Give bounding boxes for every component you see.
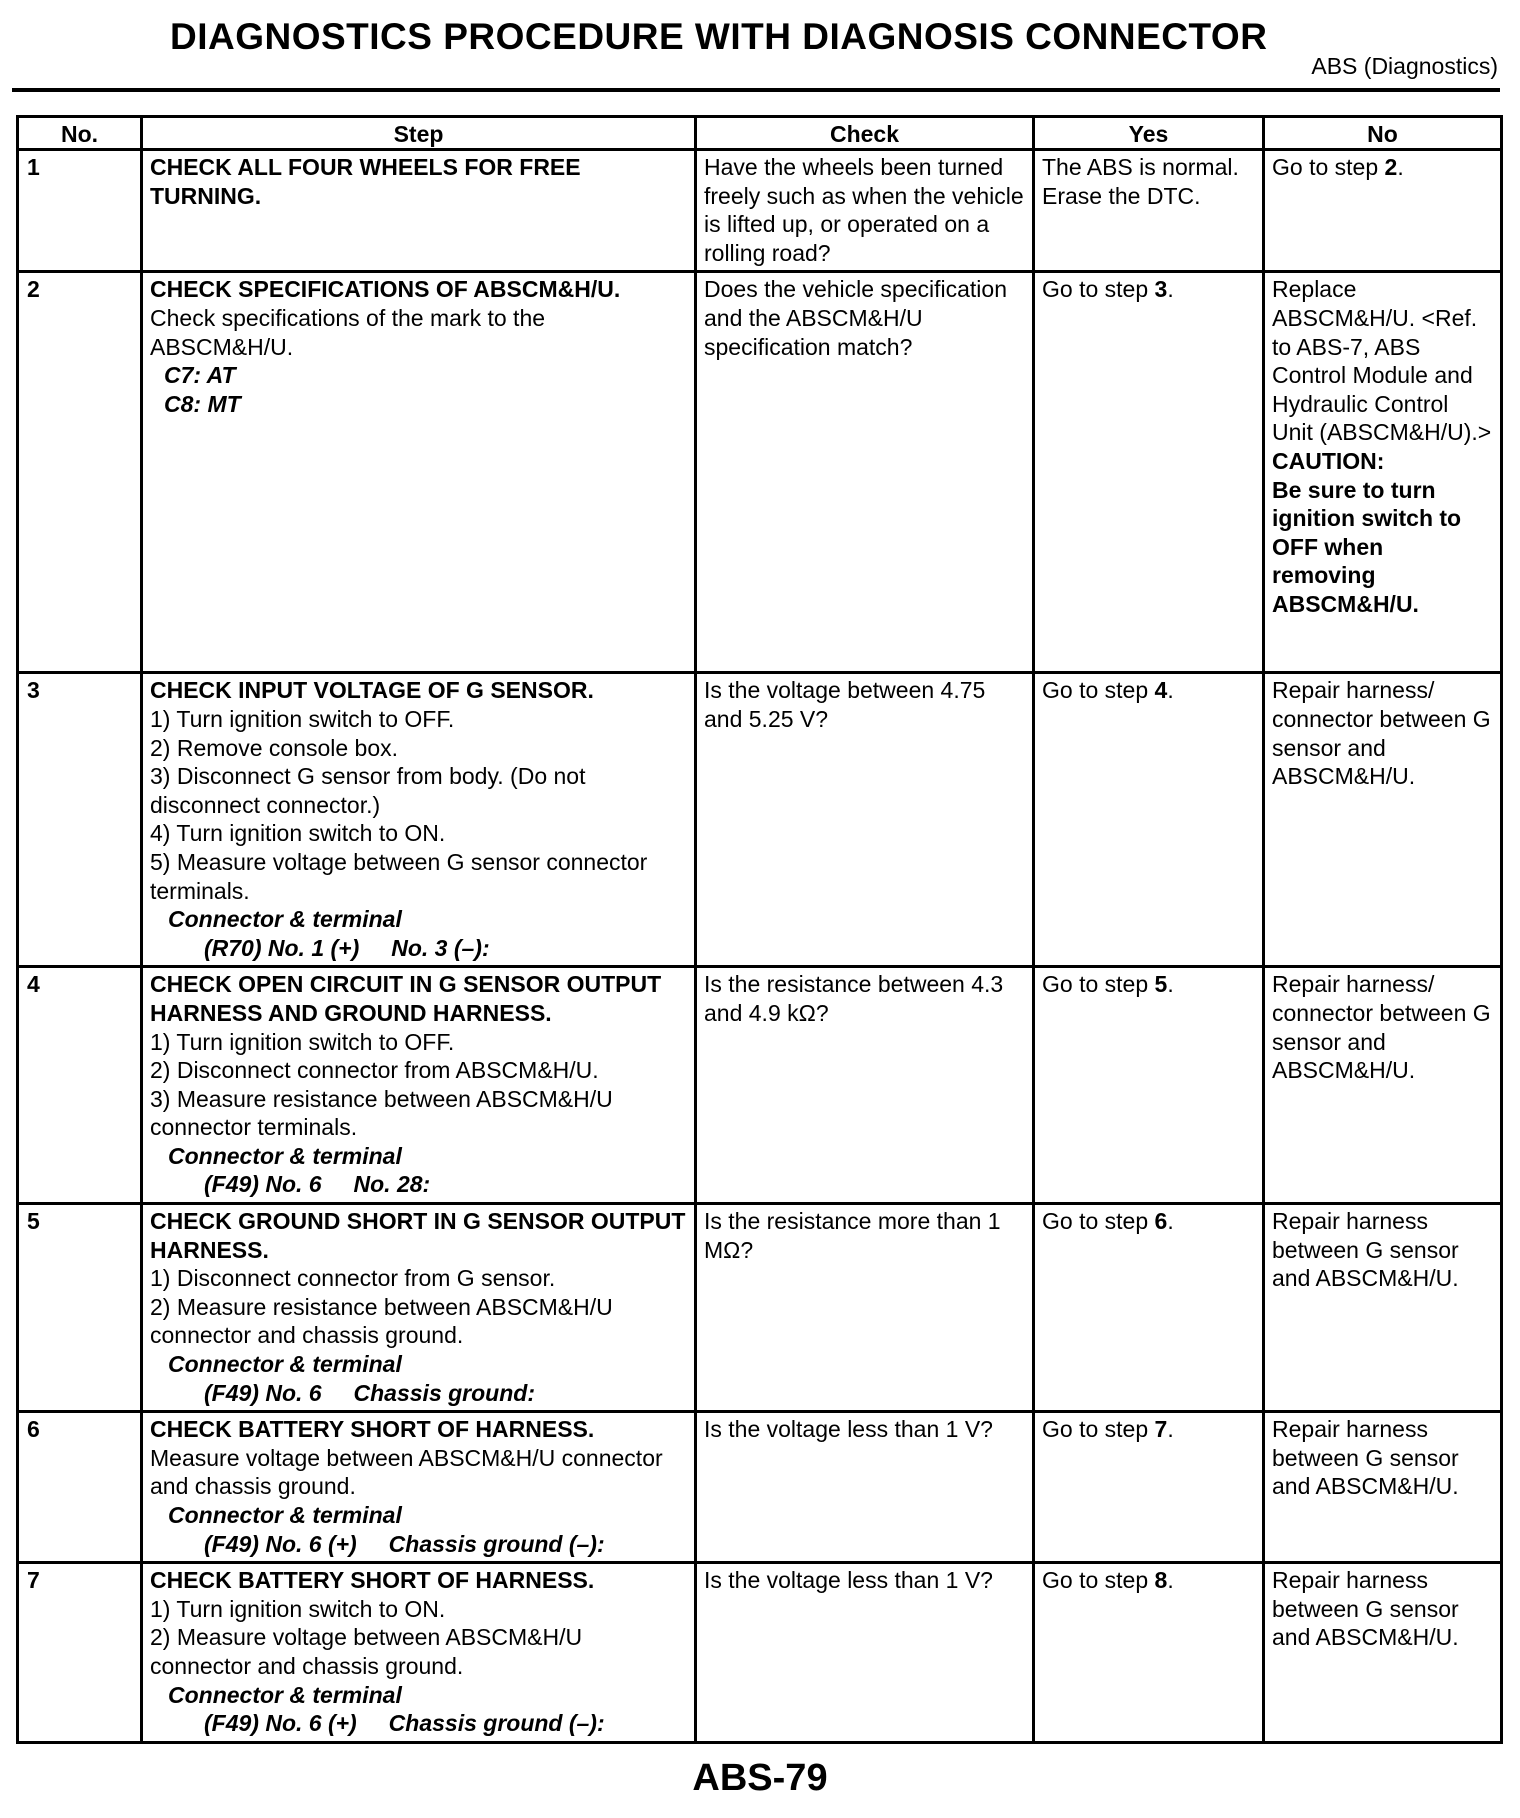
step-number: 2 xyxy=(18,272,142,673)
goto-suffix: . xyxy=(1167,1567,1174,1594)
step-number: 6 xyxy=(18,1412,142,1563)
check-cell: Is the voltage less than 1 V? xyxy=(696,1412,1034,1563)
no-cell: Repair harness between G sensor and ABSCM&H/U. xyxy=(1264,1204,1502,1412)
step-number: 4 xyxy=(18,967,142,1204)
caution-label: CAUTION: xyxy=(1272,447,1385,474)
procedure-step: 1) Disconnect connector from G sensor. xyxy=(150,1265,556,1292)
table-row xyxy=(18,673,1502,967)
procedure-step: 1) Turn ignition switch to OFF. xyxy=(150,1028,455,1055)
step-title: CHECK ALL FOUR WHEELS FOR FREE TURNING. xyxy=(150,154,581,209)
goto-text: Go to step xyxy=(1042,1416,1155,1443)
connector-terminal: (F49) No. 6 Chassis ground: xyxy=(204,1379,535,1406)
goto-step-number: 6 xyxy=(1154,1208,1168,1235)
no-cell xyxy=(1264,272,1502,673)
check-cell: Is the voltage between 4.75 and 5.25 V? xyxy=(696,673,1034,967)
no-cell: Repair harness/ connector between G sensor and ABSCM&H/U. xyxy=(1264,673,1502,967)
procedure-step: 2) Measure voltage between ABSCM&H/U connector and chassis ground. xyxy=(150,1624,583,1679)
page-number: ABS-79 xyxy=(692,1757,828,1799)
connector-label: Connector & terminal xyxy=(168,906,402,933)
connector-terminal: (F49) No. 6 No. 28: xyxy=(204,1171,431,1198)
connector-label: Connector & terminal xyxy=(168,1502,402,1528)
step-title: CHECK OPEN CIRCUIT IN G SENSOR OUTPUT HARNESS AND GROUND HARNESS. xyxy=(150,971,662,1026)
procedure-step: 3) Disconnect G sensor from body. (Do not disconnect connector.) xyxy=(150,763,586,818)
spec-code: C7: AT xyxy=(164,362,236,389)
table-row xyxy=(18,1563,1502,1743)
connector-label: Connector & terminal xyxy=(168,1351,402,1378)
connector-label: Connector & terminal xyxy=(168,1142,402,1169)
connector-terminal: (F49) No. 6 (+) Chassis ground (–): xyxy=(204,1530,605,1557)
column-header-yes: Yes xyxy=(1034,117,1264,150)
table-row xyxy=(18,1204,1502,1412)
goto-text: Go to step xyxy=(1042,1567,1155,1594)
column-header-check: Check xyxy=(696,117,1034,150)
step-cell xyxy=(142,967,696,1204)
step-cell xyxy=(142,150,696,272)
goto-step-number: 4 xyxy=(1154,677,1168,704)
step-cell xyxy=(142,1204,696,1412)
table-header-row xyxy=(18,117,1502,150)
no-cell: Repair harness between G sensor and ABSCM&H/U. xyxy=(1264,1412,1502,1563)
section-subtitle: ABS (Diagnostics) xyxy=(1311,53,1498,79)
step-title: CHECK INPUT VOLTAGE OF G SENSOR. xyxy=(150,677,594,704)
table-row xyxy=(18,150,1502,272)
step-description: Measure voltage between ABSCM&H/U connector and chassis ground. xyxy=(150,1444,663,1500)
table-row xyxy=(18,1412,1502,1563)
goto-step-number: 7 xyxy=(1154,1416,1168,1443)
no-cell: Repair harness/ connector between G sensor and ABSCM&H/U. xyxy=(1264,967,1502,1204)
goto-suffix: . xyxy=(1397,154,1404,180)
procedure-step: 2) Disconnect connector from ABSCM&H/U. xyxy=(150,1057,599,1084)
table-row xyxy=(18,272,1502,673)
goto-step-number: 8 xyxy=(1154,1567,1168,1594)
goto-suffix: . xyxy=(1167,1208,1174,1235)
check-cell: Is the resistance between 4.3 and 4.9 kΩ? xyxy=(696,967,1034,1204)
goto-step-number: 2 xyxy=(1384,154,1398,180)
step-title: CHECK GROUND SHORT IN G SENSOR OUTPUT HARNESS. xyxy=(150,1208,686,1263)
goto-step-number: 5 xyxy=(1154,971,1168,998)
step-title: CHECK BATTERY SHORT OF HARNESS. xyxy=(150,1567,595,1594)
goto-suffix: . xyxy=(1167,1416,1174,1443)
yes-cell xyxy=(1034,272,1264,673)
diagnostics-table xyxy=(16,115,1503,1744)
no-cell xyxy=(1264,150,1502,272)
step-description: Check specifications of the mark to the ABSCM&H/U. xyxy=(150,304,546,360)
procedure-step: 3) Measure resistance between ABSCM&H/U connector terminals. xyxy=(150,1085,613,1141)
goto-step-number: 3 xyxy=(1154,276,1168,303)
no-cell: Repair harness between G sensor and ABSCM&H/U. xyxy=(1264,1563,1502,1743)
connector-terminal: (F49) No. 6 (+) Chassis ground (–): xyxy=(204,1710,605,1737)
no-action-text: Replace ABSCM&H/U. <Ref. to ABS-7, ABS Control Module and Hydraulic Control Unit (ABSCM&H/U).> xyxy=(1272,276,1492,446)
yes-cell: The ABS is normal. Erase the DTC. xyxy=(1034,150,1264,272)
procedure-step: 4) Turn ignition switch to ON. xyxy=(150,820,446,847)
procedure-step: 5) Measure voltage between G sensor connector terminals. xyxy=(150,848,648,904)
procedure-step: 2) Measure resistance between ABSCM&H/U connector and chassis ground. xyxy=(150,1293,613,1349)
connector-terminal: (R70) No. 1 (+) No. 3 (–): xyxy=(204,934,490,961)
yes-cell xyxy=(1034,1412,1264,1563)
spec-code: C8: MT xyxy=(164,390,241,417)
goto-text: Go to step xyxy=(1272,154,1385,180)
column-header-no-result: No xyxy=(1264,117,1502,150)
step-cell xyxy=(142,673,696,967)
goto-text: Go to step xyxy=(1042,971,1155,998)
page-title: DIAGNOSTICS PROCEDURE WITH DIAGNOSIS CONNECTOR xyxy=(170,16,1268,57)
goto-text: Go to step xyxy=(1042,1208,1155,1235)
yes-cell xyxy=(1034,673,1264,967)
procedure-step: 1) Turn ignition switch to OFF. xyxy=(150,705,455,732)
step-number: 7 xyxy=(18,1563,142,1743)
step-cell xyxy=(142,1563,696,1743)
header-rule xyxy=(12,88,1500,92)
goto-suffix: . xyxy=(1167,276,1174,303)
column-header-step: Step xyxy=(142,117,696,150)
step-cell xyxy=(142,272,696,673)
table-row xyxy=(18,967,1502,1204)
check-cell: Does the vehicle specification and the ABSCM&H/U specification match? xyxy=(696,272,1034,673)
step-title: CHECK BATTERY SHORT OF HARNESS. xyxy=(150,1416,595,1443)
goto-suffix: . xyxy=(1167,971,1174,998)
column-header-no: No. xyxy=(18,117,142,150)
step-number: 1 xyxy=(18,150,142,272)
yes-cell xyxy=(1034,967,1264,1204)
caution-text: Be sure to turn ignition switch to OFF when removing ABSCM&H/U. xyxy=(1272,476,1462,617)
connector-label: Connector & terminal xyxy=(168,1681,402,1708)
step-number: 3 xyxy=(18,673,142,967)
step-cell xyxy=(142,1412,696,1563)
check-cell: Is the resistance more than 1 MΩ? xyxy=(696,1204,1034,1412)
goto-text: Go to step xyxy=(1042,276,1155,303)
procedure-step: 1) Turn ignition switch to ON. xyxy=(150,1595,446,1622)
step-number: 5 xyxy=(18,1204,142,1412)
check-cell: Is the voltage less than 1 V? xyxy=(696,1563,1034,1743)
goto-text: Go to step xyxy=(1042,677,1155,704)
procedure-step: 2) Remove console box. xyxy=(150,734,399,761)
yes-cell xyxy=(1034,1204,1264,1412)
yes-cell xyxy=(1034,1563,1264,1743)
step-title: CHECK SPECIFICATIONS OF ABSCM&H/U. xyxy=(150,276,621,303)
goto-suffix: . xyxy=(1167,677,1174,704)
check-cell: Have the wheels been turned freely such as when the vehicle is lifted up, or operated on a rolling road? xyxy=(696,150,1034,272)
